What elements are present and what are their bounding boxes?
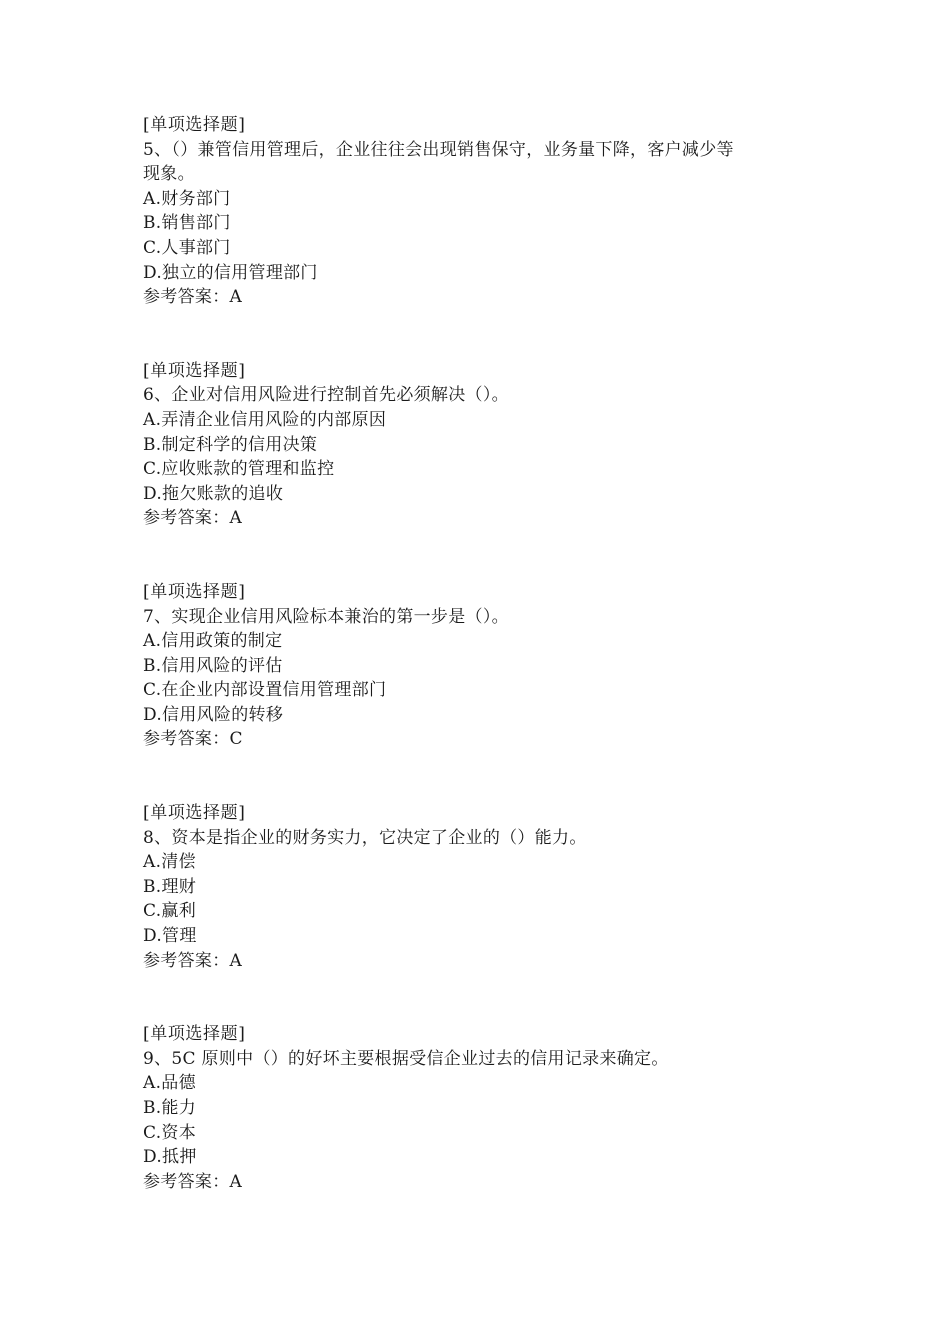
option-a: A.财务部门: [143, 188, 231, 209]
question-block: [143, 580, 823, 752]
question-type: [单项选择题]: [143, 803, 246, 824]
question-block: [143, 801, 823, 973]
reference-answer: 参考答案：A: [143, 508, 243, 529]
question-block: [143, 113, 823, 310]
question-stem: 7、实现企业信用风险标本兼治的第一步是（）。: [143, 606, 509, 627]
option-b: B.信用风险的评估: [143, 655, 283, 676]
question-type: [单项选择题]: [143, 360, 246, 381]
option-c: C.在企业内部设置信用管理部门: [143, 680, 387, 701]
option-a: A.清偿: [143, 852, 196, 873]
question-stem-line: 现象。: [143, 164, 195, 185]
question-stem-line: 5、（）兼管信用管理后，企业往往会出现销售保守，业务量下降，客户减少等: [143, 139, 734, 160]
option-b: B.理财: [143, 876, 197, 897]
option-a: A.信用政策的制定: [143, 631, 283, 652]
reference-answer: 参考答案：A: [143, 1171, 243, 1192]
option-d: D.信用风险的转移: [143, 704, 284, 725]
option-b: B.制定科学的信用决策: [143, 434, 318, 455]
option-c: C.资本: [143, 1122, 197, 1143]
option-d: D.拖欠账款的追收: [143, 483, 284, 504]
question-block: [143, 1022, 823, 1194]
option-c: C.赢利: [143, 901, 197, 922]
question-type: [单项选择题]: [143, 115, 246, 135]
option-b: B.销售部门: [143, 213, 231, 234]
document-page: [143, 113, 823, 1194]
question-block: [143, 359, 823, 531]
option-d: D.管理: [143, 926, 197, 947]
reference-answer: 参考答案：A: [143, 287, 243, 308]
option-d: D.独立的信用管理部门: [143, 262, 318, 283]
question-stem: 8、资本是指企业的财务实力，它决定了企业的（）能力。: [143, 827, 587, 848]
option-d: D.抵押: [143, 1147, 197, 1168]
option-a: A.品德: [143, 1073, 196, 1094]
question-type: [单项选择题]: [143, 1024, 246, 1045]
reference-answer: 参考答案：A: [143, 950, 243, 971]
option-b: B.能力: [143, 1098, 197, 1118]
question-type: [单项选择题]: [143, 581, 246, 602]
question-stem: 6、企业对信用风险进行控制首先必须解决（）。: [143, 385, 509, 406]
reference-answer: 参考答案：C: [143, 729, 243, 750]
option-c: C.应收账款的管理和监控: [143, 459, 335, 480]
option-a: A.弄清企业信用风险的内部原因: [143, 409, 387, 430]
question-stem: 9、5C 原则中（）的好坏主要根据受信企业过去的信用记录来确定。: [143, 1048, 669, 1069]
option-c: C.人事部门: [143, 237, 231, 258]
